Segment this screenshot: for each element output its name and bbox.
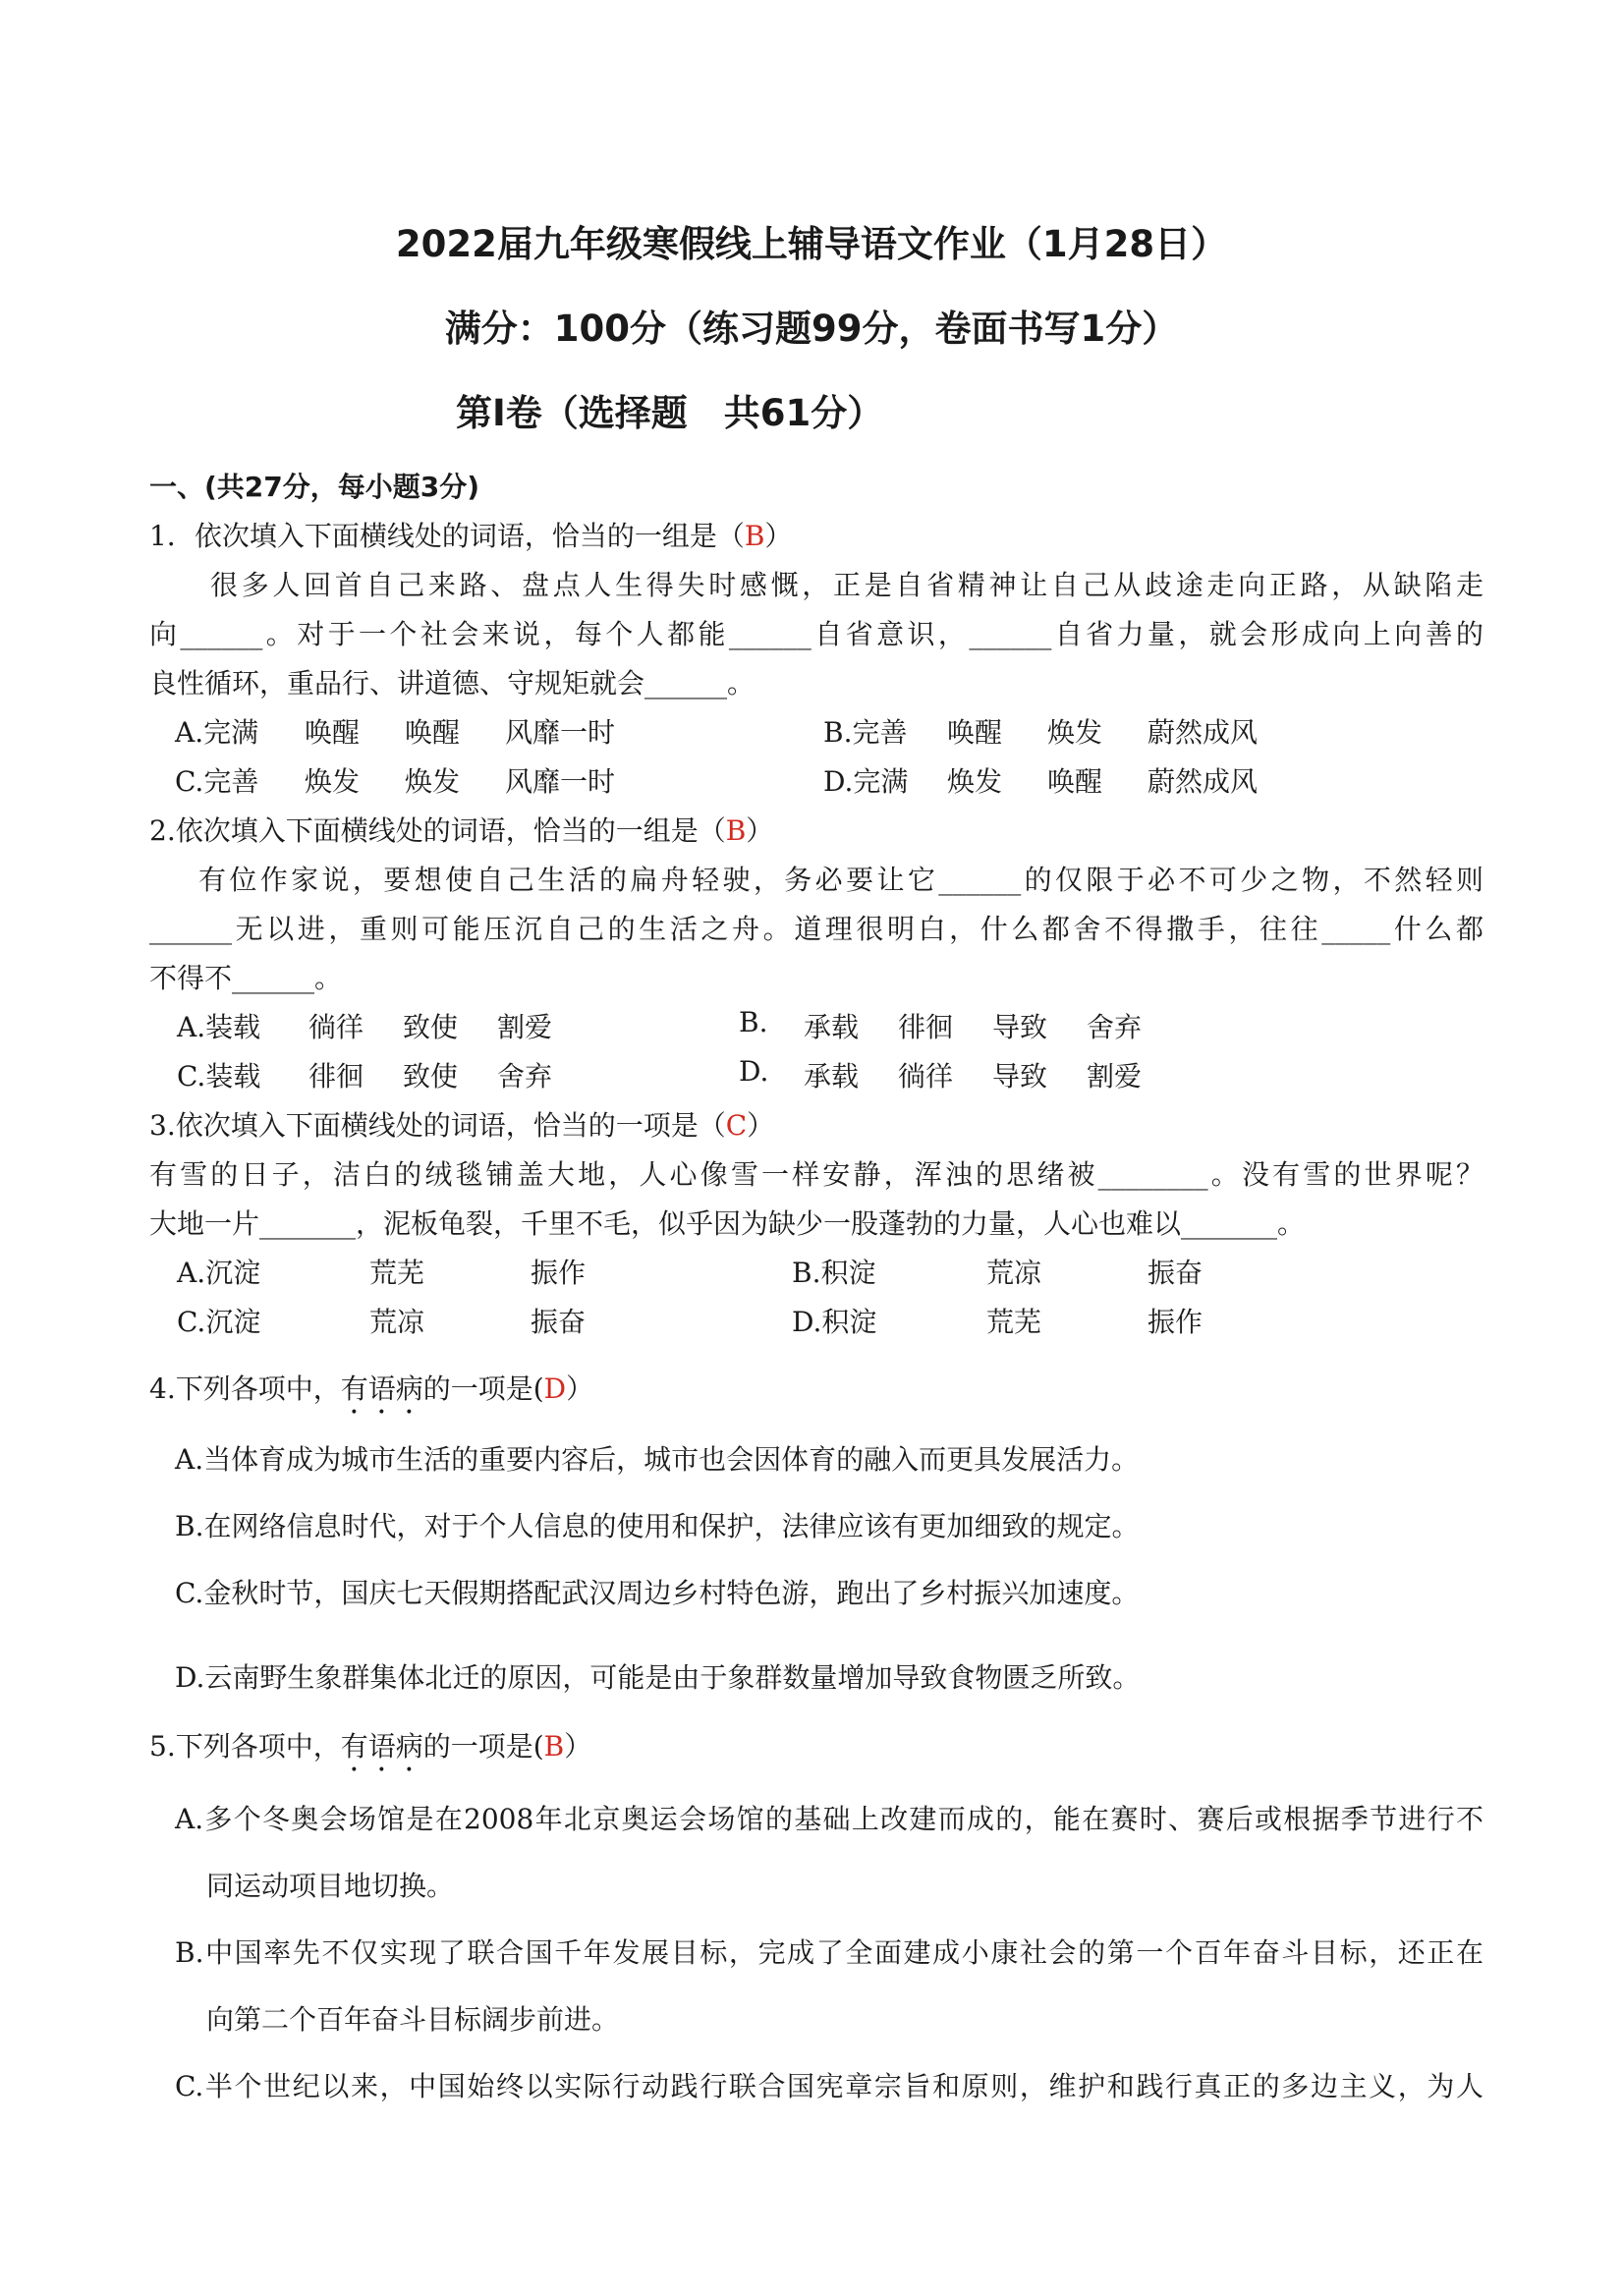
question-3-stem — [149, 1104, 774, 1144]
option-word: 焕发 — [1047, 716, 1103, 749]
question-5-option-b-cont: 向第二个百年奋斗目标阔步前进。 — [206, 2003, 620, 2036]
option-word: 风靡一时 — [505, 716, 616, 749]
question-4-option-b: B.在网络信息时代，对于个人信息的使用和保护，法律应该有更加细致的规定。 — [175, 1510, 1140, 1542]
option-word: C.沉淀 — [177, 1306, 261, 1338]
question-4-stem-mid: 的一项是( — [422, 1372, 544, 1405]
question-2-stem-close: ） — [746, 814, 774, 847]
option-word: 荒凉 — [369, 1306, 425, 1338]
question-5-stem-close: ） — [564, 1730, 592, 1763]
option-word: 承载 — [804, 1011, 860, 1043]
option-word: 蔚然成风 — [1147, 716, 1259, 749]
question-4-option-c: C.金秋时节，国庆七天假期搭配武汉周边乡村特色游，跑出了乡村振兴加速度。 — [175, 1577, 1140, 1609]
question-2-stem — [149, 810, 773, 849]
option-label: D. — [739, 1055, 769, 1088]
option-word: 徘徊 — [898, 1011, 954, 1043]
option-word: 唤醒 — [1047, 765, 1103, 798]
question-2-passage-line: 不得不______。 — [149, 962, 343, 994]
question-3-stem-text: 3.依次填入下面横线处的词语，恰当的一项是（ — [149, 1109, 726, 1142]
question-4-stem — [149, 1368, 593, 1421]
option-word: 焕发 — [305, 765, 361, 798]
part-title: 第Ⅰ卷（选择题 共61分） — [456, 392, 884, 434]
option-word: 割爱 — [497, 1011, 553, 1043]
question-3-passage-line: 大地一片_______，泥板龟裂，千里不毛，似乎因为缺少一股蓬勃的力量，人心也难以_______。 — [149, 1207, 1306, 1240]
option-word: 割爱 — [1087, 1060, 1143, 1092]
question-5-option-a: A.多个冬奥会场馆是在2008年北京奥运会场馆的基础上改建而成的，能在赛时、赛后或根据季节进行不 — [175, 1803, 1483, 1835]
option-word: 舍弃 — [1087, 1011, 1143, 1043]
question-5-option-a-cont: 同运动项目地切换。 — [206, 1870, 455, 1902]
option-word: 导致 — [992, 1060, 1048, 1092]
option-word: 荒凉 — [986, 1257, 1042, 1289]
question-3-answer: C — [725, 1109, 748, 1142]
exam-title: 2022届九年级寒假线上辅导语文作业（1月28日） — [395, 223, 1228, 265]
question-4-option-a: A.当体育成为城市生活的重要内容后，城市也会因体育的融入而更具发展活力。 — [175, 1443, 1140, 1476]
option-word: 风靡一时 — [505, 765, 616, 798]
question-1-stem — [149, 515, 792, 554]
option-word: 致使 — [403, 1060, 459, 1092]
option-label: B. — [739, 1006, 768, 1038]
option-word: 致使 — [403, 1011, 459, 1043]
option-word: C.装载 — [177, 1060, 261, 1092]
question-5-option-c: C.半个世纪以来，中国始终以实际行动践行联合国宪章宗旨和原则，维护和践行真正的多边主义，为人 — [175, 2070, 1483, 2102]
question-1-stem-close: ） — [764, 520, 793, 552]
option-word: 唤醒 — [305, 716, 361, 749]
option-word: 振作 — [1147, 1306, 1203, 1338]
question-3-stem-close: ） — [747, 1109, 775, 1142]
question-4-option-d: D.云南野生象群集体北迁的原因，可能是由于象群数量增加导致食物匮乏所致。 — [175, 1661, 1141, 1694]
option-word: 焕发 — [947, 765, 1003, 798]
option-word: 蔚然成风 — [1147, 765, 1259, 798]
question-1-stem-text: 1．依次填入下面横线处的词语，恰当的一组是（ — [149, 520, 745, 552]
question-5-emphasis: 有语病 — [340, 1730, 423, 1763]
question-5-answer: B — [543, 1730, 565, 1763]
option-word: C.完善 — [175, 765, 259, 798]
option-word: 焕发 — [405, 765, 461, 798]
option-word: 唤醒 — [405, 716, 461, 749]
option-word: 唤醒 — [947, 716, 1003, 749]
option-word: A.完满 — [175, 716, 259, 749]
option-word: D.积淀 — [792, 1306, 877, 1338]
question-5-stem — [149, 1725, 591, 1778]
option-word: A.沉淀 — [177, 1257, 261, 1289]
question-1-passage-line: 很多人回首自己来路、盘点人生得失时感慨，正是自省精神让自己从歧途走向正路，从缺陷走 — [210, 569, 1483, 601]
option-word: 荒芜 — [986, 1306, 1042, 1338]
question-1-passage-line: 良性循环，重品行、讲道德、守规矩就会______。 — [149, 667, 756, 700]
option-word: 徜徉 — [898, 1060, 954, 1092]
question-5-stem-mid: 的一项是( — [422, 1730, 544, 1763]
question-2-stem-text: 2.依次填入下面横线处的词语，恰当的一组是（ — [149, 814, 726, 847]
option-word: 导致 — [992, 1011, 1048, 1043]
option-word: 振作 — [531, 1257, 587, 1289]
question-5-option-b: B.中国率先不仅实现了联合国千年发展目标，完成了全面建成小康社会的第一个百年奋斗目标，还正在 — [175, 1936, 1483, 1969]
question-3-passage-line: 有雪的日子，洁白的绒毯铺盖大地，人心像雪一样安静，浑浊的思绪被________。没有雪的世界呢？ — [149, 1158, 1483, 1191]
question-4-answer: D — [543, 1372, 567, 1405]
question-2-passage-line: 有位作家说，要想使自己生活的扁舟轻驶，务必要让它______的仅限于必不可少之物，不然轻则 — [198, 864, 1483, 896]
question-2-passage-line: ______无以进，重则可能压沉自己的生活之舟。道理很明白，什么都舍不得撒手，往往_____什么都 — [149, 913, 1483, 945]
question-1-passage-line: 向______。对于一个社会来说，每个人都能______自省意识，______自省力量，就会形成向上向善的 — [149, 618, 1483, 650]
question-4-stem-text: 4.下列各项中， — [149, 1372, 341, 1405]
option-word: 振奋 — [1147, 1257, 1203, 1289]
option-word: 舍弃 — [497, 1060, 553, 1092]
question-2-answer: B — [725, 814, 747, 847]
option-word: 振奋 — [531, 1306, 587, 1338]
question-4-emphasis: 有语病 — [340, 1372, 423, 1405]
option-word: 徜徉 — [308, 1011, 364, 1043]
option-word: 承载 — [804, 1060, 860, 1092]
option-word: 荒芜 — [369, 1257, 425, 1289]
option-word: D.完满 — [823, 765, 909, 798]
question-4-stem-close: ） — [566, 1372, 594, 1405]
option-word: B.完善 — [823, 716, 908, 749]
option-word: B.积淀 — [792, 1257, 876, 1289]
option-word: 徘徊 — [308, 1060, 364, 1092]
section-heading: 一、(共27分，每小题3分) — [149, 471, 480, 503]
score-line: 满分：100分（练习题99分，卷面书写1分） — [444, 308, 1179, 350]
question-1-answer: B — [744, 520, 765, 552]
question-5-stem-text: 5.下列各项中， — [149, 1730, 341, 1763]
option-word: A.装载 — [177, 1011, 261, 1043]
